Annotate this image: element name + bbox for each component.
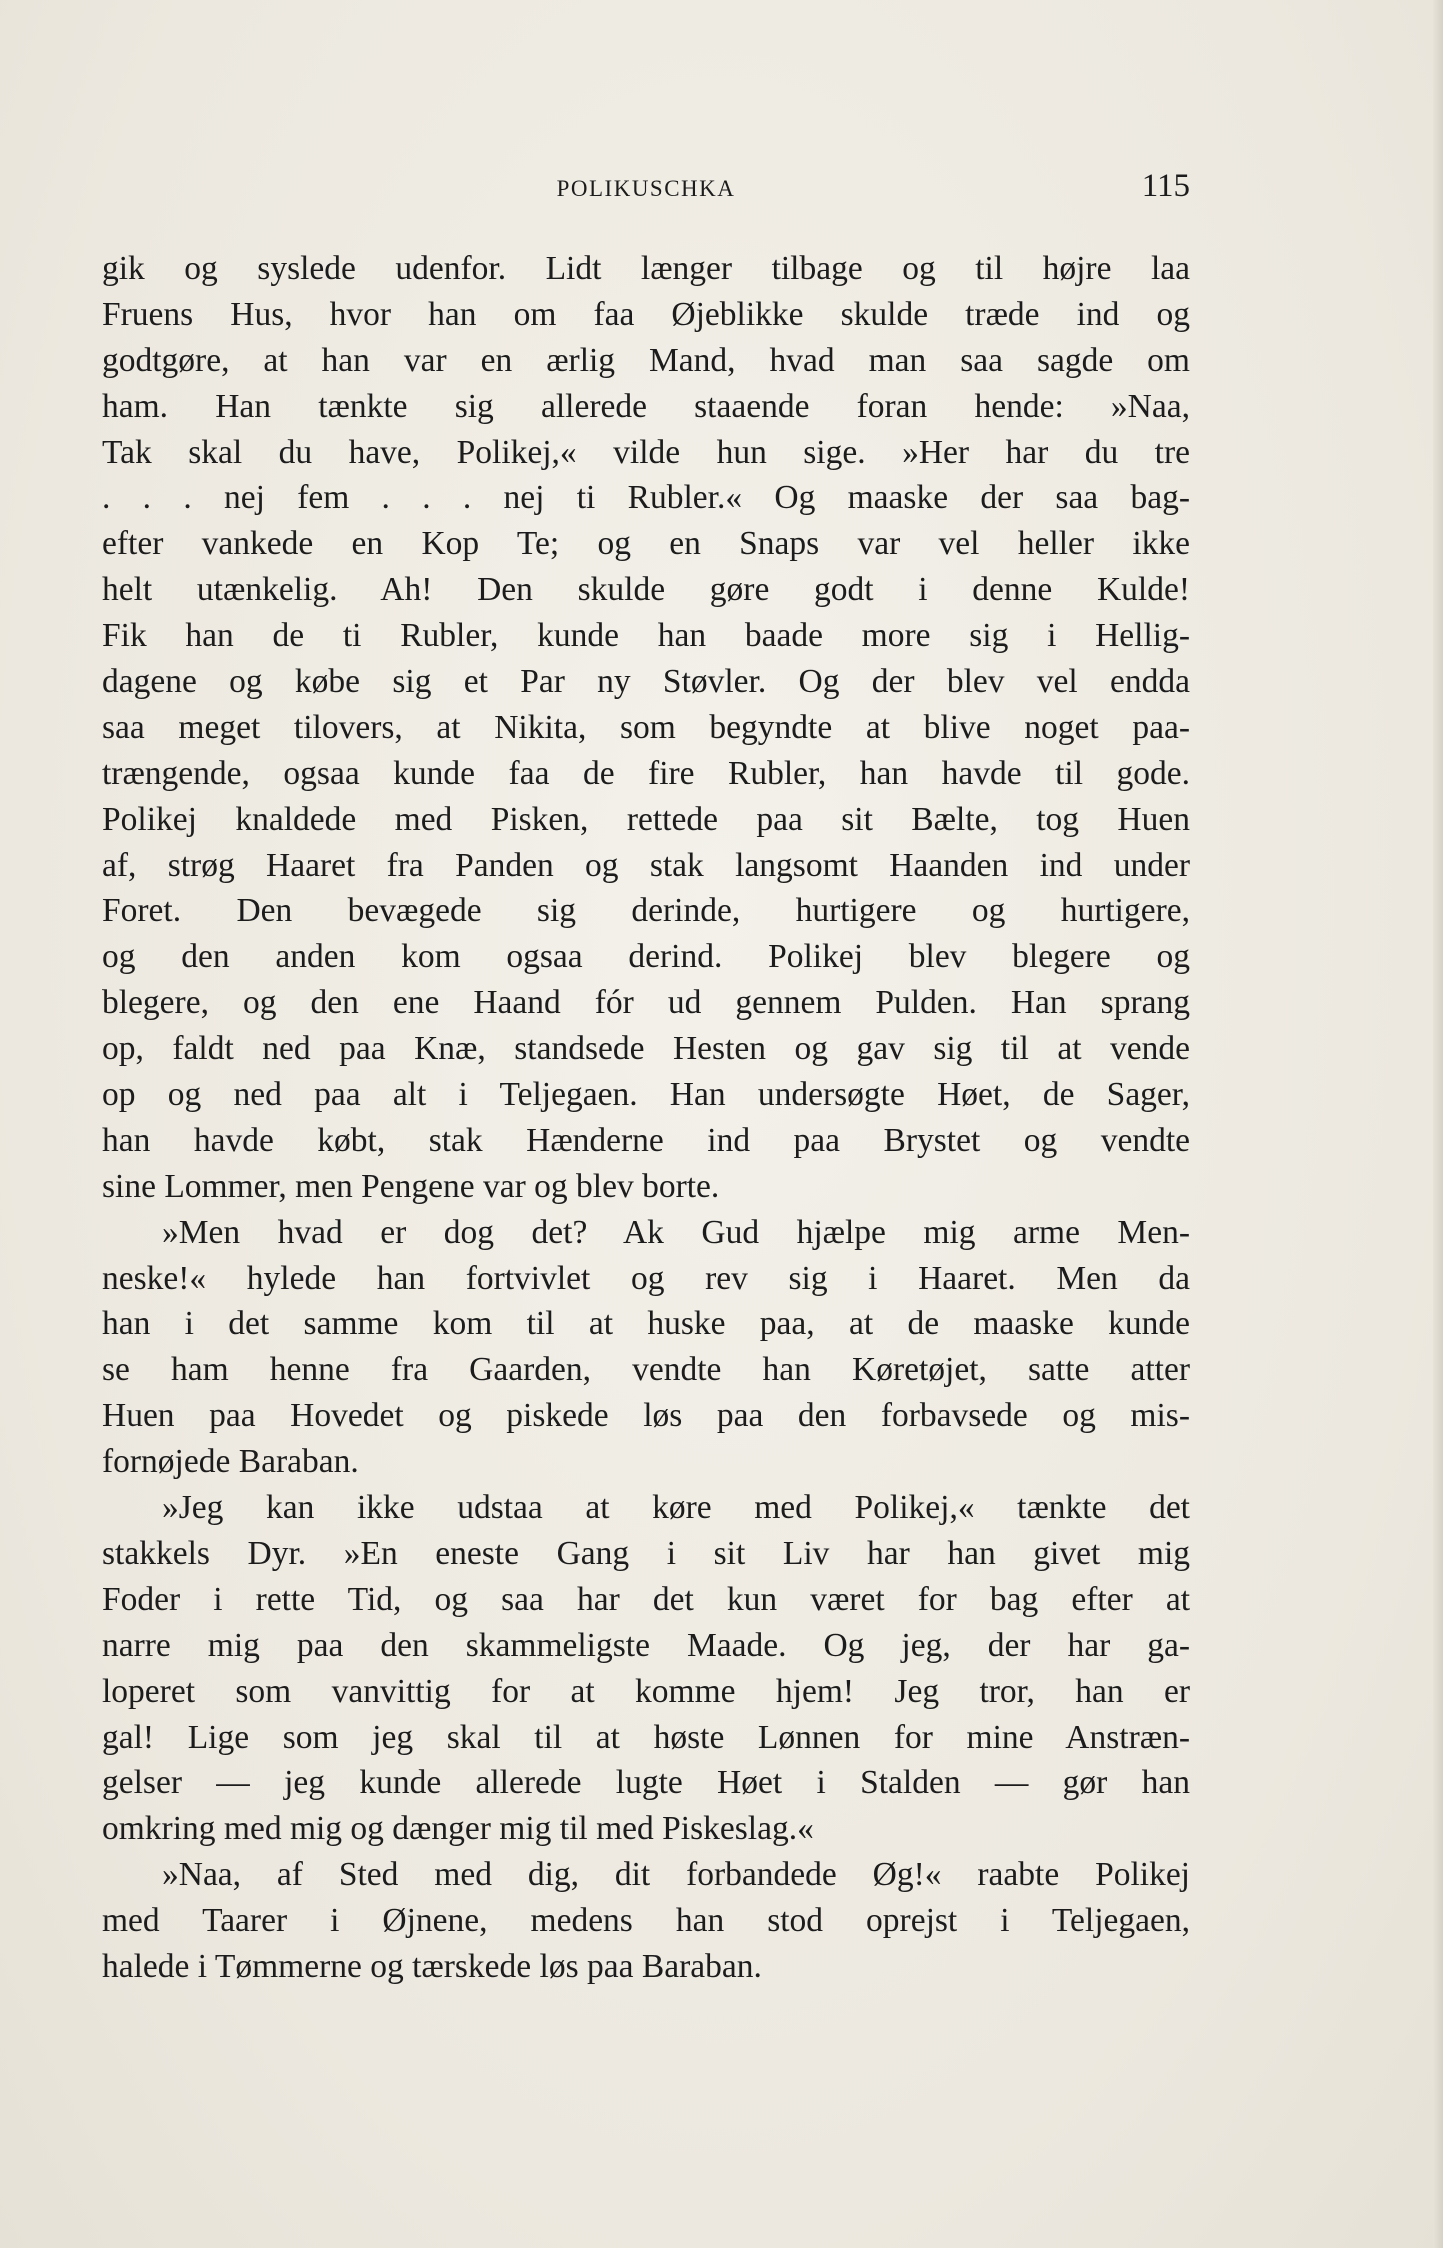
page-header (102, 168, 1190, 216)
text-line: »Men hvad er dog det? Ak Gud hjælpe mig arme Men- (162, 1213, 1190, 1251)
text-line: Fruens Hus, hvor han om faa Øjeblikke skulde træde ind og (102, 295, 1190, 333)
text-line: sine Lommer, men Pengene var og blev borte. (102, 1167, 720, 1205)
running-title: POLIKUSCHKA (556, 176, 736, 201)
text-line: af, strøg Haaret fra Panden og stak langsomt Haanden ind under (102, 846, 1190, 884)
text-line: »Naa, af Sted med dig, dit forbandede Øg!« raabte Polikej (162, 1856, 1190, 1894)
text-line: narre mig paa den skammeligste Maade. Og jeg, der har ga- (102, 1626, 1190, 1664)
text-line: Tak skal du have, Polikej,« vilde hun sige. »Her har du tre (102, 433, 1190, 471)
text-line: gik og syslede udenfor. Lidt længer tilbage og til højre laa (102, 250, 1190, 287)
text-line: se ham henne fra Gaarden, vendte han Køretøjet, satte atter (102, 1351, 1190, 1389)
text-line: saa meget tilovers, at Nikita, som begyndte at blive noget paa- (102, 708, 1190, 746)
text-line: Foret. Den bevægede sig derinde, hurtigere og hurtigere, (102, 892, 1190, 930)
body-text (102, 246, 1190, 1990)
text-line: op og ned paa alt i Teljegaen. Han undersøgte Høet, de Sager, (102, 1076, 1190, 1114)
text-line: helt utænkelig. Ah! Den skulde gøre godt i denne Kulde! (102, 571, 1190, 609)
text-line: Fik han de ti Rubler, kunde han baade more sig i Hellig- (102, 617, 1190, 655)
text-line: han havde købt, stak Hænderne ind paa Brystet og vendte (102, 1121, 1190, 1159)
text-line: Foder i rette Tid, og saa har det kun været for bag efter at (102, 1580, 1190, 1618)
text-line: loperet som vanvittig for at komme hjem! Jeg tror, han er (102, 1672, 1190, 1710)
text-line: fornøjede Baraban. (102, 1443, 359, 1481)
page-number: 115 (1141, 168, 1190, 204)
text-line: stakkels Dyr. »En eneste Gang i sit Liv har han givet mig (102, 1534, 1190, 1572)
text-line: neske!« hylede han fortvivlet og rev sig i Haaret. Men da (102, 1259, 1190, 1297)
text-line: . . . nej fem . . . nej ti Rubler.« Og maaske der saa bag- (102, 479, 1190, 517)
text-line: dagene og købe sig et Par ny Støvler. Og der blev vel endda (102, 663, 1190, 701)
text-line: Polikej knaldede med Pisken, rettede paa sit Bælte, tog Huen (102, 800, 1190, 838)
page-edge (1433, 0, 1443, 2248)
text-line: Huen paa Hovedet og piskede løs paa den forbavsede og mis- (102, 1397, 1190, 1435)
text-line: med Taarer i Øjnene, medens han stod oprejst i Teljegaen, (102, 1902, 1190, 1940)
text-line: han i det samme kom til at huske paa, at de maaske kunde (102, 1305, 1190, 1343)
text-line: blegere, og den ene Haand fór ud gennem Pulden. Han sprang (102, 984, 1190, 1022)
text-line: omkring med mig og dænger mig til med Piskeslag.« (102, 1810, 814, 1848)
text-line: efter vankede en Kop Te; og en Snaps var vel heller ikke (102, 525, 1190, 563)
text-line: ham. Han tænkte sig allerede staaende foran hende: »Naa, (102, 387, 1190, 425)
text-line: godtgøre, at han var en ærlig Mand, hvad man saa sagde om (102, 341, 1190, 379)
text-line: og den anden kom ogsaa derind. Polikej blev blegere og (102, 938, 1190, 976)
text-line: gelser — jeg kunde allerede lugte Høet i Stalden — gør han (102, 1764, 1190, 1802)
text-line: op, faldt ned paa Knæ, standsede Hesten og gav sig til at vende (102, 1030, 1190, 1068)
text-line: gal! Lige som jeg skal til at høste Lønnen for mine Anstræn- (102, 1718, 1190, 1756)
text-line: halede i Tømmerne og tærskede løs paa Baraban. (102, 1947, 762, 1985)
text-line: trængende, ogsaa kunde faa de fire Rubler, han havde til gode. (102, 754, 1190, 792)
text-line: »Jeg kan ikke udstaa at køre med Polikej,« tænkte det (162, 1489, 1190, 1527)
